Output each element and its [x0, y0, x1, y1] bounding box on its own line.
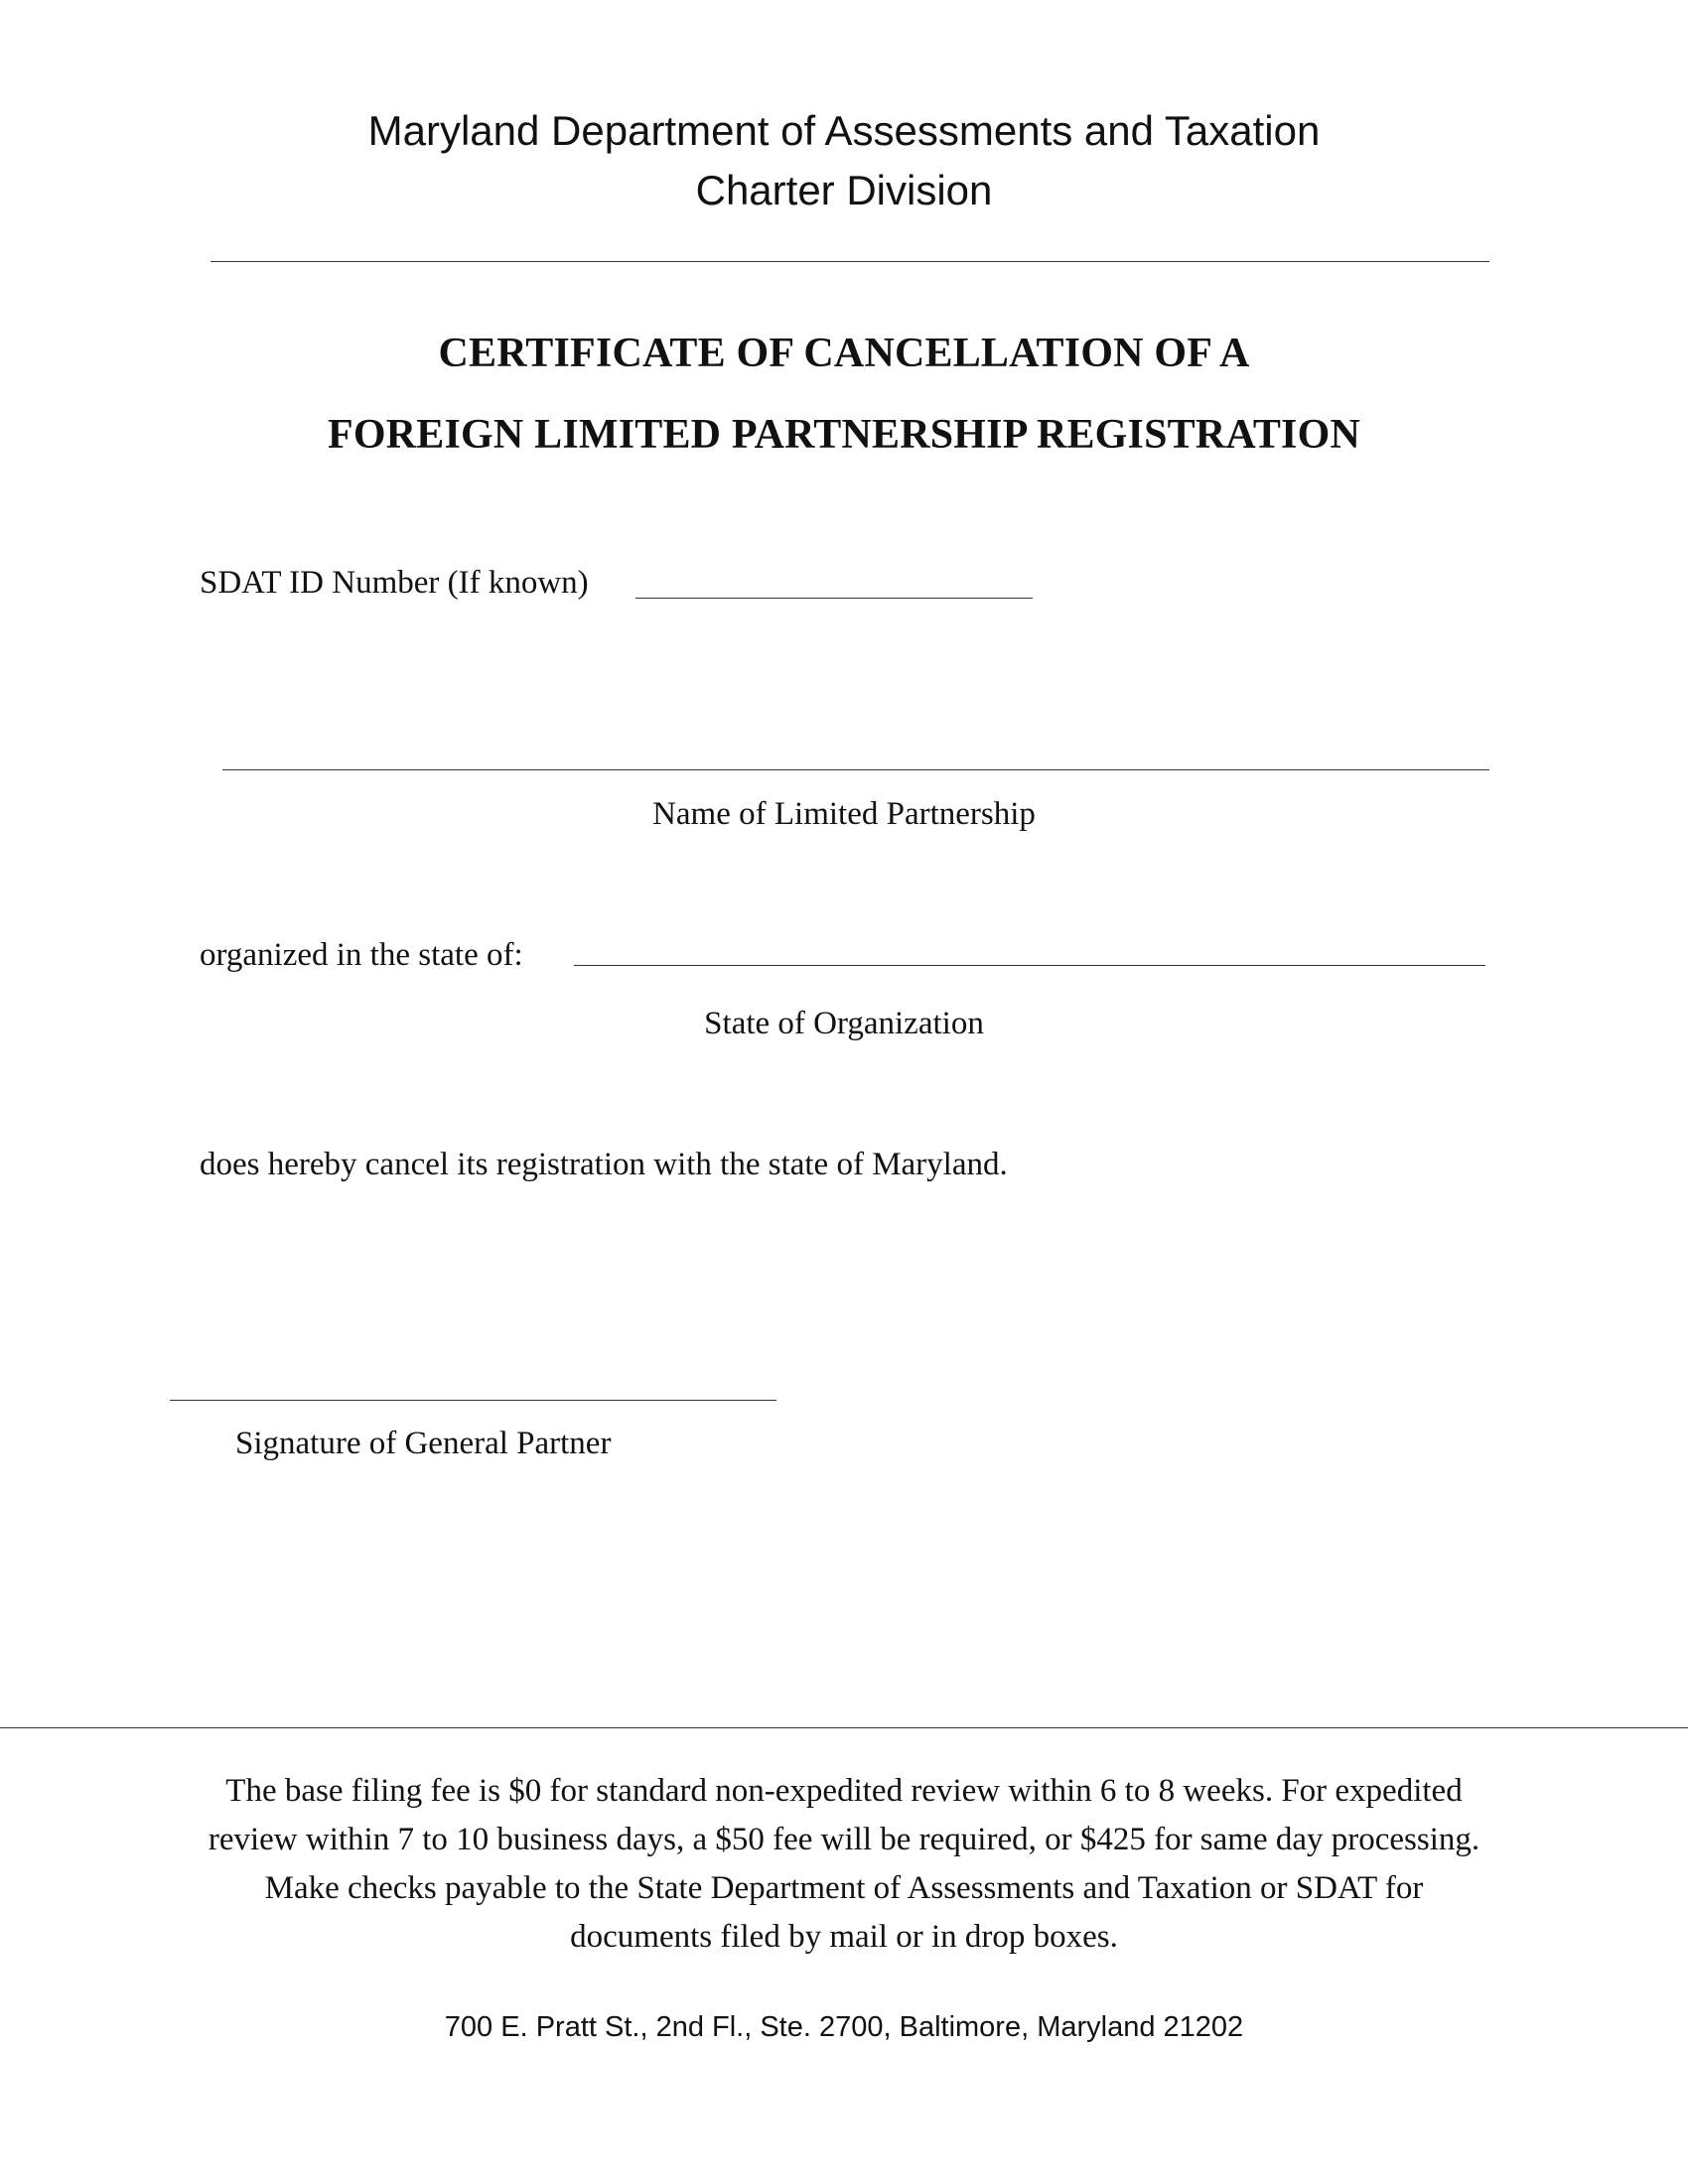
partnership-name-field[interactable]	[222, 725, 1489, 768]
document-title-line-1: CERTIFICATE OF CANCELLATION OF A	[438, 331, 1250, 376]
sdat-id-underline	[635, 598, 1033, 599]
signature-underline	[170, 1400, 776, 1401]
signature-caption: Signature of General Partner	[235, 1426, 612, 1461]
state-of-organization-field[interactable]	[574, 923, 1485, 963]
state-underline	[574, 965, 1485, 966]
cancellation-statement: does hereby cancel its registration with the state of Maryland.	[200, 1147, 1008, 1182]
header-divider	[211, 261, 1489, 262]
document-title-line-2: FOREIGN LIMITED PARTNERSHIP REGISTRATION	[328, 412, 1360, 458]
division-name: Charter Division	[695, 167, 993, 213]
organized-in-label: organized in the state of:	[200, 937, 523, 973]
partnership-name-underline	[222, 769, 1489, 770]
filing-fee-notice: The base filing fee is $0 for standard non-expedited review within 6 to 8 weeks. For expedited review within 7 to 10 business days, a $50 fee will be required, or $425 for same day processing. Make checks payable to the State Department of Assessments and Taxation or SDAT for documents filed by mail or in drop boxes.	[208, 1773, 1480, 1955]
sdat-id-field[interactable]	[635, 558, 1033, 598]
signature-field[interactable]	[170, 1350, 776, 1400]
state-of-organization-caption: State of Organization	[704, 1006, 984, 1041]
partnership-name-caption: Name of Limited Partnership	[652, 796, 1036, 832]
sdat-id-label: SDAT ID Number (If known)	[200, 565, 589, 601]
office-address: 700 E. Pratt St., 2nd Fl., Ste. 2700, Baltimore, Maryland 21202	[444, 2011, 1244, 2043]
agency-name: Maryland Department of Assessments and Taxation	[367, 107, 1321, 154]
footer-divider	[0, 1727, 1688, 1728]
